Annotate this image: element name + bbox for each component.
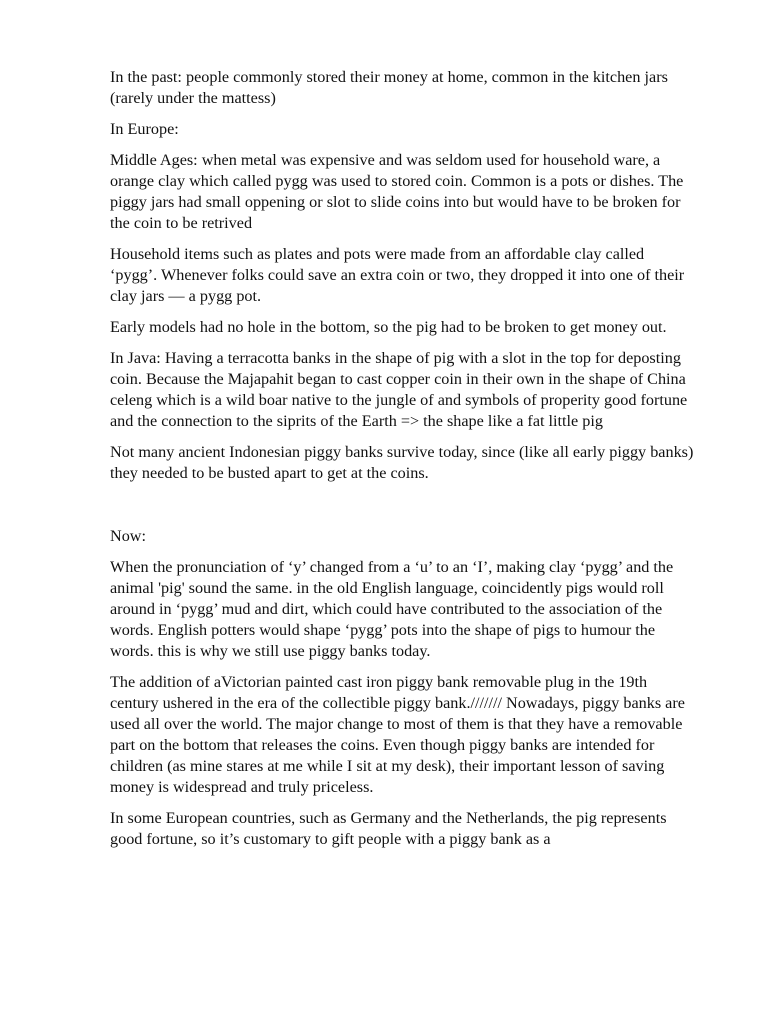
heading-europe: In Europe: — [110, 120, 179, 138]
paragraph-european-countries: In some European countries, such as Germany and the Netherlands, the pig represents good fortune, so it’s customary to gift people with a piggy bank as a — [110, 809, 667, 848]
paragraph-victorian: The addition of aVictorian painted cast iron piggy bank removable plug in the 19th century ushered in the era of the collectible piggy bank./////// Nowadays, piggy banks are used all over the world. The major change to most of them is that they have a removable part on the bottom that releases the coins. Even though piggy banks are intended for children (as mine stares at me while I sit at my desk), their important lesson of saving money is widespread and truly priceless. — [110, 673, 685, 796]
paragraph-early-models: Early models had no hole in the bottom, so the pig had to be broken to get money out. — [110, 318, 667, 336]
paragraph-java: In Java: Having a terracotta banks in the shape of pig with a slot in the top for deposting coin. Because the Majapahit began to cast copper coin in their own in the shape of China celeng which is a wild boar native to the jungle of and symbols of properity good fortune and the connection to the siprits of the Earth => the shape like a fat little pig — [110, 349, 688, 430]
paragraph-indonesian-banks: Not many ancient Indonesian piggy banks survive today, since (like all early piggy banks) they needed to be busted apart to get at the coins. — [110, 443, 694, 482]
paragraph-household-items: Household items such as plates and pots were made from an affordable clay called ‘pygg’. Whenever folks could save an extra coin or two, they dropped it into one of their clay jars — a pygg pot. — [110, 245, 685, 305]
paragraph-middle-ages: Middle Ages: when metal was expensive and was seldom used for household ware, a orange clay which called pygg was used to stored coin. Common is a pots or dishes. The piggy jars had small oppening or slot to slide coins into but would have to be broken for the coin to be retrived — [110, 151, 684, 232]
paragraph-pronunciation: When the pronunciation of ‘y’ changed from a ‘u’ to an ‘I’, making clay ‘pygg’ and the animal 'pig' sound the same. in the old English language, coincidently pigs would roll around in ‘pygg’ mud and dirt, which could have contributed to the association of the words. English potters would shape ‘pygg’ pots into the shape of pigs to humour the words. this is why we still use piggy banks today. — [110, 558, 674, 660]
paragraph-past: In the past: people commonly stored their money at home, common in the kitchen jars (rarely under the mattess) — [110, 68, 668, 107]
document-page — [110, 67, 695, 860]
heading-now: Now: — [110, 527, 146, 545]
blank-line — [110, 494, 695, 526]
